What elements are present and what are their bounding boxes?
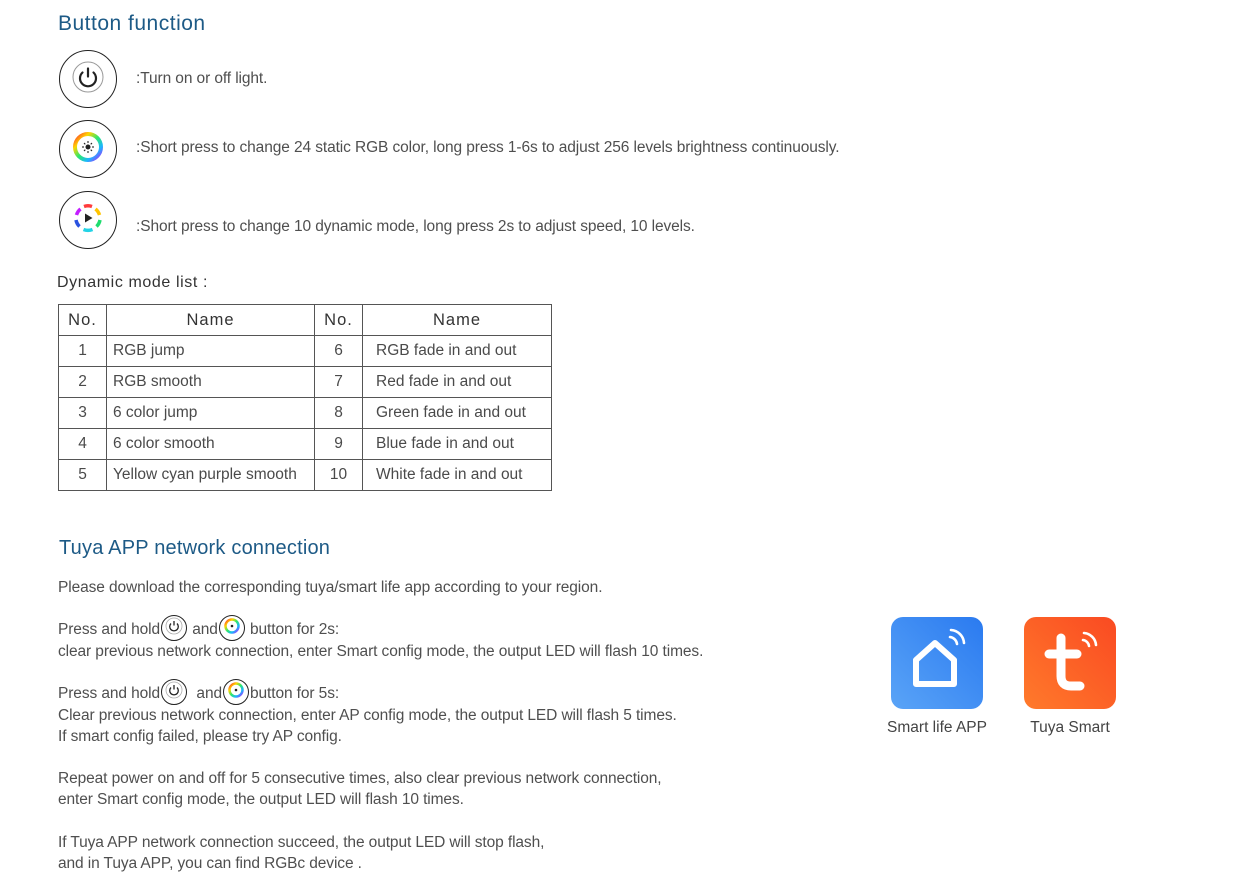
step2-line1 — [58, 681, 339, 707]
mode-name: White fade in and out — [363, 460, 552, 491]
color-wheel-icon — [227, 681, 245, 704]
dynamic-button-description: :Short press to change 10 dynamic mode, long press 2s to adjust speed, 10 levels. — [136, 218, 695, 235]
table-row — [59, 429, 552, 460]
dynamic-mode-table — [58, 304, 552, 491]
mode-name: 6 color smooth — [107, 429, 315, 460]
mode-name: Blue fade in and out — [363, 429, 552, 460]
inline-color-button — [219, 615, 245, 641]
step2-line3: If smart config failed, please try AP config. — [58, 728, 342, 745]
step4-line1: If Tuya APP network connection succeed, the output LED will stop flash, — [58, 834, 545, 851]
inline-power-button — [161, 679, 187, 705]
step2-suffix: button for 5s: — [249, 685, 340, 703]
mode-number: 10 — [315, 460, 363, 491]
mode-number: 9 — [315, 429, 363, 460]
step2-prefix: Press and hold — [58, 685, 160, 703]
tuya-smart-app-label: Tuya Smart — [1030, 719, 1110, 736]
tuya-t-icon — [1035, 626, 1105, 701]
mode-number: 6 — [315, 336, 363, 367]
smart-life-app-label: Smart life APP — [887, 719, 987, 736]
step1-suffix: button for 2s: — [250, 621, 340, 639]
mode-number: 4 — [59, 429, 107, 460]
header-no-2: No. — [315, 305, 363, 336]
mode-name: Yellow cyan purple smooth — [107, 460, 315, 491]
header-name-2: Name — [363, 305, 552, 336]
smart-life-app-icon[interactable] — [891, 617, 983, 709]
header-name-1: Name — [107, 305, 315, 336]
color-wheel-icon — [223, 617, 241, 640]
dynamic-mode-button — [59, 191, 117, 249]
color-button-description: :Short press to change 24 static RGB color, long press 1-6s to adjust 256 levels brightness continuously. — [136, 139, 840, 156]
mode-number: 8 — [315, 398, 363, 429]
inline-color-button — [223, 679, 249, 705]
mode-number: 2 — [59, 367, 107, 398]
tuya-section-title: Tuya APP network connection — [59, 537, 331, 559]
mode-number: 7 — [315, 367, 363, 398]
button-function-title: Button function — [58, 12, 206, 35]
table-row — [59, 336, 552, 367]
table-row — [59, 367, 552, 398]
mode-number: 3 — [59, 398, 107, 429]
step1-and: and — [192, 621, 218, 639]
step3-line1: Repeat power on and off for 5 consecutive times, also clear previous network connection, — [58, 770, 662, 787]
step1-prefix: Press and hold — [58, 621, 160, 639]
smart-life-home-icon — [902, 626, 972, 701]
power-button-description: :Turn on or off light. — [136, 70, 268, 87]
step2-line2: Clear previous network connection, enter AP config mode, the output LED will flash 5 times. — [58, 707, 677, 724]
inline-power-button — [161, 615, 187, 641]
power-button — [59, 50, 117, 108]
mode-number: 1 — [59, 336, 107, 367]
step2-and: and — [196, 685, 222, 703]
power-icon — [165, 617, 183, 640]
step3-line2: enter Smart config mode, the output LED will flash 10 times. — [58, 791, 464, 808]
mode-name: Red fade in and out — [363, 367, 552, 398]
table-row — [59, 398, 552, 429]
tuya-smart-app-icon[interactable] — [1024, 617, 1116, 709]
table-header-row — [59, 305, 552, 336]
mode-name: RGB jump — [107, 336, 315, 367]
table-row — [59, 460, 552, 491]
dynamic-mode-list-title: Dynamic mode list : — [57, 274, 208, 291]
mode-name: Green fade in and out — [363, 398, 552, 429]
step4-line2: and in Tuya APP, you can find RGBc device . — [58, 855, 362, 872]
mode-name: RGB smooth — [107, 367, 315, 398]
color-brightness-button — [59, 120, 117, 178]
mode-name: 6 color jump — [107, 398, 315, 429]
dynamic-mode-play-button-icon — [71, 201, 105, 240]
power-icon — [165, 681, 183, 704]
step1-line1 — [58, 617, 339, 643]
header-no-1: No. — [59, 305, 107, 336]
step1-line2: clear previous network connection, enter Smart config mode, the output LED will flash 10 times. — [58, 643, 704, 660]
color-wheel-brightness-button-icon — [71, 130, 105, 169]
tuya-intro-text: Please download the corresponding tuya/smart life app according to your region. — [58, 579, 603, 596]
mode-name: RGB fade in and out — [363, 336, 552, 367]
mode-number: 5 — [59, 460, 107, 491]
power-button-icon — [71, 60, 105, 99]
